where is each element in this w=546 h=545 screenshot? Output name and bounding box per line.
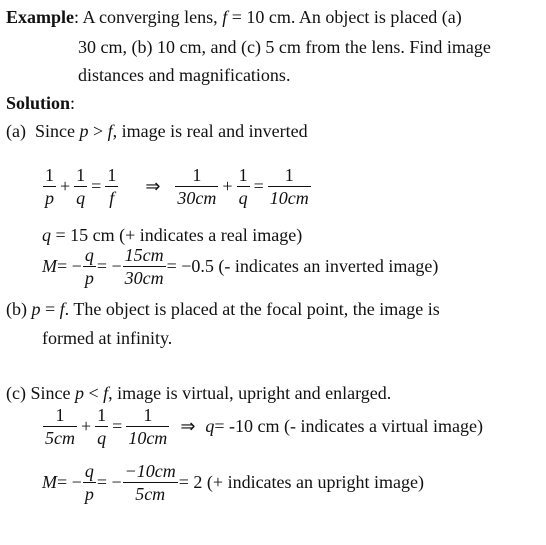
num: 1 <box>268 164 311 187</box>
focal-symbol: f <box>222 7 228 27</box>
part-b-eq: = <box>40 299 60 319</box>
num: q <box>84 461 94 481</box>
den: f <box>109 188 115 208</box>
implies-arrow-icon: ⇒ <box>180 416 196 437</box>
q-result-text: = 15 cm (+ indicates a real image) <box>51 225 303 245</box>
part-a-since: Since <box>34 121 80 141</box>
den: p <box>84 484 94 504</box>
part-b-label: (b) <box>6 299 32 319</box>
part-b-p: p <box>31 299 41 319</box>
den: 30cm <box>124 268 164 288</box>
example-text-1-rest: = 10 cm. An object is placed (a) <box>227 7 462 27</box>
equals-sign: = <box>91 176 102 196</box>
den: q <box>238 188 248 208</box>
num: 1 <box>76 165 86 185</box>
frac-1-over-q <box>74 164 87 209</box>
part-a-magnification <box>42 244 438 289</box>
frac-1-over-30cm <box>175 164 218 209</box>
num: 1 <box>238 165 248 185</box>
equals-minus: = − <box>57 472 82 492</box>
frac-1-over-p <box>43 164 56 209</box>
equals-minus: = − <box>96 472 122 492</box>
m-symbol: M <box>42 256 57 276</box>
plus-sign: + <box>222 176 233 196</box>
frac-q-over-p <box>83 460 96 505</box>
part-c-statement <box>6 382 391 404</box>
q-symbol: q <box>205 416 215 436</box>
num: 1 <box>45 165 54 185</box>
part-c-p: p <box>74 383 84 403</box>
m-symbol: M <box>42 472 57 492</box>
frac-1-over-f <box>105 164 118 209</box>
num: 15cm <box>124 245 164 265</box>
frac-q-over-p <box>83 244 96 289</box>
solution-label: Solution <box>6 93 71 113</box>
part-a-q-result <box>42 224 302 246</box>
solution-colon: : <box>70 93 76 113</box>
part-a-f: f <box>107 121 113 141</box>
frac-1-over-q <box>95 404 108 449</box>
part-b-line-2: formed at infinity. <box>42 328 173 348</box>
part-c-label: (c) Since <box>6 383 75 403</box>
den: 5cm <box>45 428 75 448</box>
q-symbol: q <box>42 225 51 245</box>
implies-arrow-icon: ⇒ <box>145 176 161 197</box>
part-b-rest: . The object is placed at the focal point, the image is <box>64 299 440 319</box>
part-b-line-1 <box>6 298 440 320</box>
part-c-lt: < <box>83 383 104 403</box>
part-a-rest: , image is real and inverted <box>112 121 308 141</box>
part-c-f: f <box>103 383 109 403</box>
magnification-result: = 2 (+ indicates an upright image) <box>178 472 424 492</box>
frac-15cm-over-30cm <box>123 244 166 289</box>
den: q <box>76 188 86 208</box>
num: q <box>84 245 94 265</box>
num: 1 <box>126 404 169 427</box>
frac-neg10cm-over-5cm <box>123 460 178 505</box>
magnification-result: = −0.5 (- indicates an inverted image) <box>166 256 439 276</box>
den: p <box>45 188 54 208</box>
part-a-gt: > <box>88 121 108 141</box>
frac-1-over-5cm <box>43 404 77 449</box>
den: q <box>97 428 107 448</box>
den: 5cm <box>135 484 166 504</box>
part-a-statement <box>6 120 308 142</box>
den: p <box>84 268 94 288</box>
den: 10cm <box>269 188 309 208</box>
den: 10cm <box>128 428 168 448</box>
num: 1 <box>175 164 218 187</box>
num: 1 <box>107 165 117 185</box>
part-b-f: f <box>59 299 65 319</box>
plus-sign: + <box>81 416 92 436</box>
frac-1-over-q <box>237 164 250 209</box>
den: 30cm <box>177 188 217 208</box>
num: −10cm <box>124 461 176 481</box>
equals-minus: = − <box>57 256 82 276</box>
plus-sign: + <box>60 176 71 196</box>
part-c-magnification <box>42 460 424 505</box>
frac-1-over-10cm <box>268 164 311 209</box>
example-label: Example <box>6 7 75 27</box>
example-line-1 <box>6 6 462 28</box>
q-result-text: = -10 cm (- indicates a virtual image) <box>214 416 483 436</box>
num: 1 <box>43 404 77 427</box>
equals-sign: = <box>112 416 123 436</box>
part-a-label: (a) <box>6 121 26 141</box>
part-c-rest: , image is virtual, upright and enlarged. <box>108 383 392 403</box>
example-text-1: : A converging lens, <box>74 7 223 27</box>
part-c-lens-equation <box>42 404 483 449</box>
part-a-p: p <box>79 121 89 141</box>
solution-heading <box>6 92 75 114</box>
frac-1-over-10cm <box>126 404 169 449</box>
part-a-lens-equation <box>42 164 312 209</box>
equals-sign: = <box>253 176 264 196</box>
num: 1 <box>97 405 107 425</box>
equals-minus: = − <box>96 256 122 276</box>
example-line-3: distances and magnifications. <box>78 65 291 85</box>
example-line-2: 30 cm, (b) 10 cm, and (c) 5 cm from the lens. Find image <box>78 37 491 57</box>
